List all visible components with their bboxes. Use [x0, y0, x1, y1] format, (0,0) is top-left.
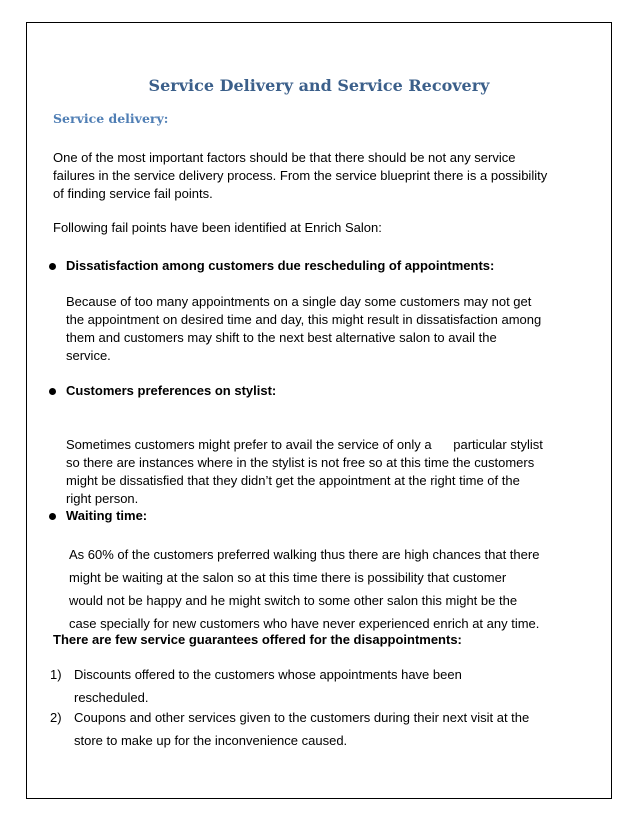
- bullet-line: case specially for new customers who have never experienced enrich at any time.: [69, 616, 540, 631]
- bullet-paragraph: [69, 543, 539, 635]
- document-title: Service Delivery and Service Recovery: [148, 76, 490, 95]
- list-number: 1): [50, 667, 62, 682]
- numbered-line: store to make up for the inconvenience caused.: [74, 733, 348, 748]
- bullet-line: might be waiting at the salon so at this time there is possibility that customer: [69, 570, 507, 585]
- intro-line: of finding service fail points.: [53, 186, 213, 201]
- bullet-icon: [49, 388, 56, 395]
- bullet-line: so there are instances where in the stylist is not free so at this time the customers: [66, 455, 535, 470]
- intro-paragraph: [53, 149, 547, 203]
- bullet-line: would not be happy and he might switch to some other salon this might be the: [69, 593, 518, 608]
- list-number: 2): [50, 710, 62, 725]
- bullet-title: Customers preferences on stylist:: [66, 383, 277, 398]
- bullet-line: right person.: [66, 491, 139, 506]
- bullet-line: them and customers may shift to the next best alternative salon to avail the: [66, 330, 497, 345]
- bullet-icon: [49, 513, 56, 520]
- bullet-paragraph: [66, 293, 541, 365]
- bullet-icon: [49, 263, 56, 270]
- guarantees-heading: There are few service guarantees offered for the disappointments:: [53, 632, 462, 647]
- bullet-line: Sometimes customers might prefer to avail the service of only a particular stylist: [66, 437, 543, 452]
- fail-points-intro: Following fail points have been identified at Enrich Salon:: [53, 220, 382, 235]
- bullet-line: As 60% of the customers preferred walking thus there are high chances that there: [69, 547, 540, 562]
- numbered-line: Coupons and other services given to the customers during their next visit at the: [74, 710, 530, 725]
- bullet-title: Dissatisfaction among customers due rescheduling of appointments:: [66, 258, 495, 273]
- numbered-text: [74, 663, 462, 709]
- numbered-line: Discounts offered to the customers whose appointments have been: [74, 667, 462, 682]
- numbered-line: rescheduled.: [74, 690, 149, 705]
- intro-line: One of the most important factors should be that there should be not any service: [53, 150, 516, 165]
- intro-line: failures in the service delivery process. From the service blueprint there is a possibility: [53, 168, 548, 183]
- bullet-line: the appointment on desired time and day, this might result in dissatisfaction among: [66, 312, 542, 327]
- bullet-line: might be dissatisfied that they didn’t get the appointment at the right time of the: [66, 473, 520, 488]
- bullet-paragraph: [66, 418, 543, 508]
- bullet-line: service.: [66, 348, 111, 363]
- numbered-text: [74, 706, 529, 752]
- bullet-line: Because of too many appointments on a single day some customers may not get: [66, 294, 532, 309]
- bullet-title: Waiting time:: [66, 508, 148, 523]
- section-heading-service-delivery: Service delivery:: [53, 111, 169, 126]
